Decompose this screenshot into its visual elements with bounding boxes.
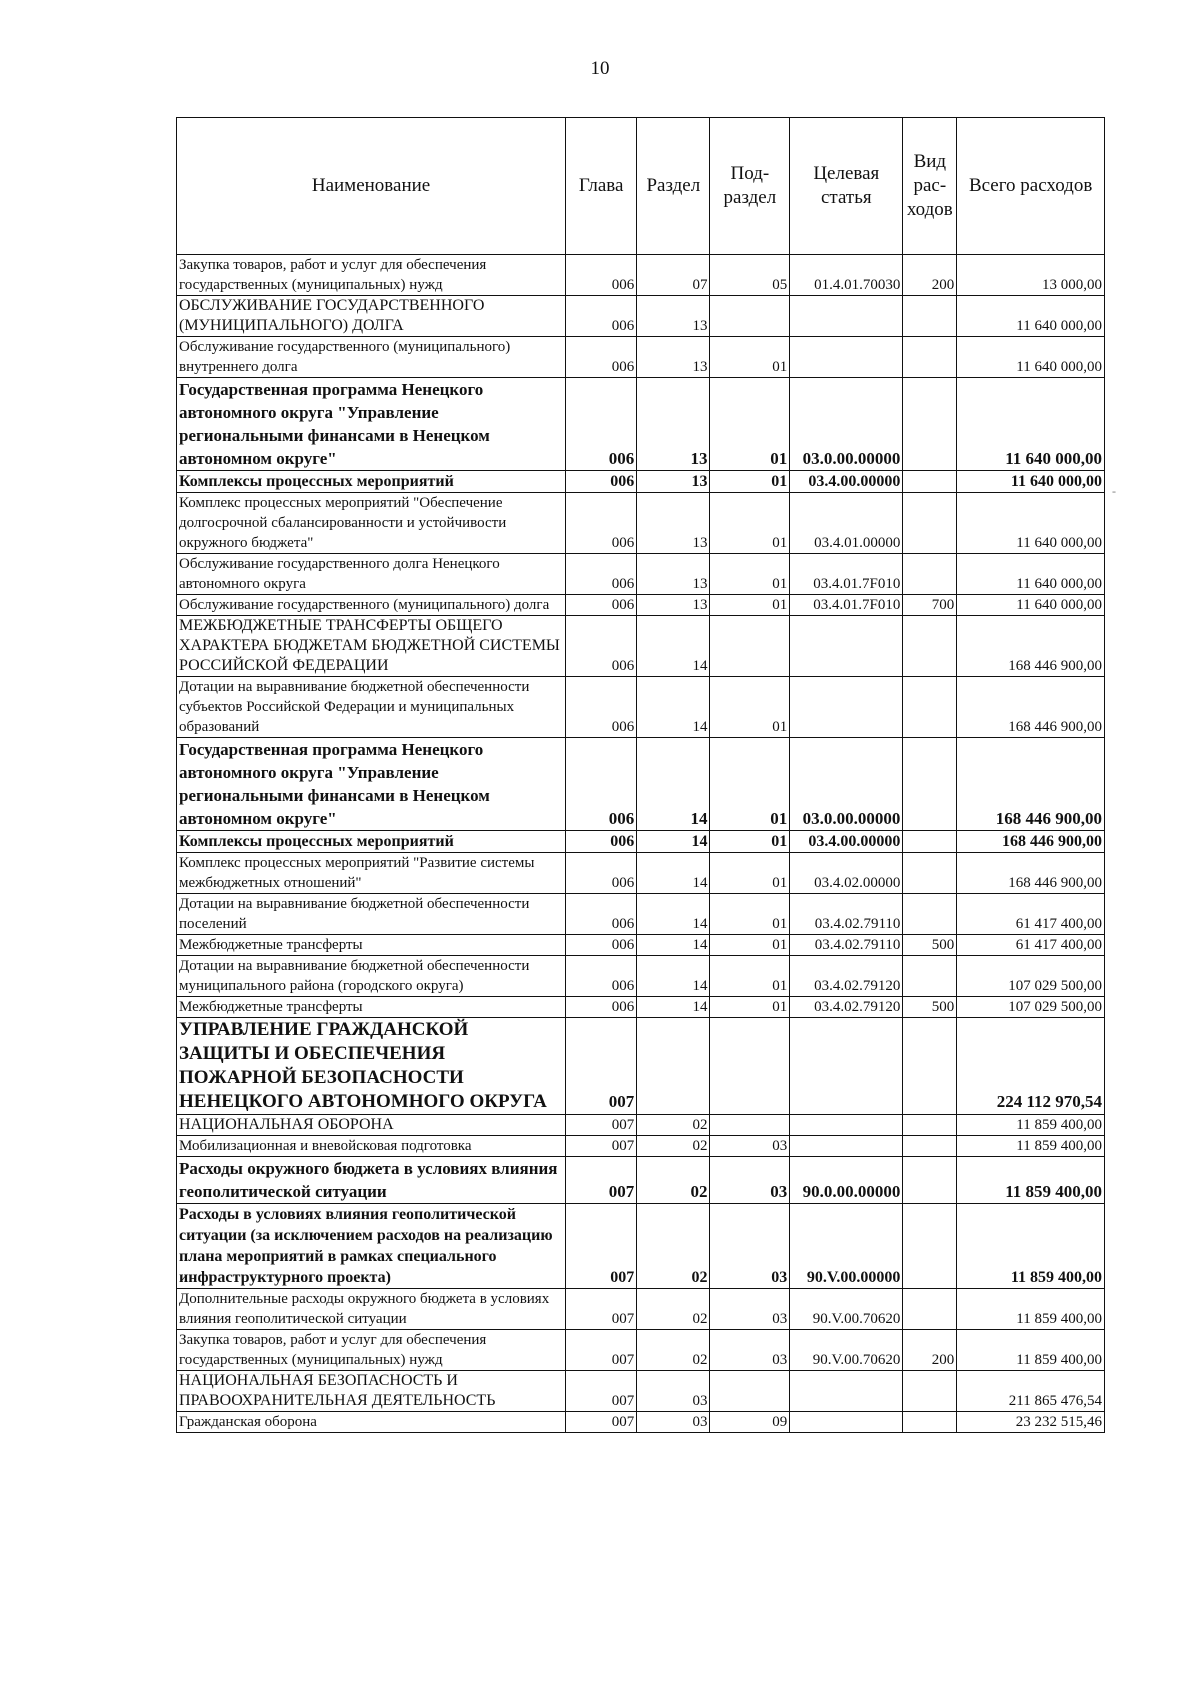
cell-section: 13 [637,471,710,493]
cell-total: 61 417 400,00 [957,935,1105,956]
cell-name: МЕЖБЮДЖЕТНЫЕ ТРАНСФЕРТЫ ОБЩЕГО ХАРАКТЕРА БЮДЖЕТАМ БЮДЖЕТНОЙ СИСТЕМЫ РОССИЙСКОЙ ФЕДЕРАЦИИ [177,616,566,677]
cell-section: 02 [637,1289,710,1330]
cell-chapter: 006 [566,595,637,616]
cell-target [790,1018,903,1115]
cell-section: 07 [637,255,710,296]
cell-section: 13 [637,378,710,471]
cell-total: 168 446 900,00 [957,677,1105,738]
cell-total: 168 446 900,00 [957,831,1105,853]
cell-name: НАЦИОНАЛЬНАЯ БЕЗОПАСНОСТЬ И ПРАВООХРАНИТЕЛЬНАЯ ДЕЯТЕЛЬНОСТЬ [177,1371,566,1412]
cell-target [790,677,903,738]
cell-total: 107 029 500,00 [957,956,1105,997]
cell-total: 11 640 000,00 [957,378,1105,471]
cell-total: 224 112 970,54 [957,1018,1105,1115]
cell-total: 11 640 000,00 [957,471,1105,493]
cell-expense-type: 200 [903,255,957,296]
cell-chapter: 006 [566,677,637,738]
cell-chapter: 006 [566,831,637,853]
table-row [177,677,1105,738]
cell-name: Межбюджетные трансферты [177,997,566,1018]
cell-expense-type: 500 [903,935,957,956]
cell-subsection: 01 [710,677,790,738]
cell-chapter: 007 [566,1204,637,1289]
cell-section: 14 [637,935,710,956]
cell-target: 03.4.02.79110 [790,935,903,956]
table-row [177,616,1105,677]
cell-chapter: 007 [566,1157,637,1204]
cell-expense-type [903,378,957,471]
cell-section: 02 [637,1330,710,1371]
header-section: Раздел [637,118,710,255]
cell-name: ОБСЛУЖИВАНИЕ ГОСУДАРСТВЕННОГО (МУНИЦИПАЛЬНОГО) ДОЛГА [177,296,566,337]
cell-chapter: 006 [566,997,637,1018]
table-header-row [177,118,1105,255]
cell-target: 03.4.00.00000 [790,831,903,853]
cell-target [790,1412,903,1433]
page-number: 10 [590,58,610,79]
table-row [177,853,1105,894]
cell-expense-type [903,1289,957,1330]
cell-subsection: 03 [710,1330,790,1371]
cell-expense-type: 500 [903,997,957,1018]
table-row [177,1371,1105,1412]
cell-chapter: 006 [566,616,637,677]
cell-expense-type [903,1018,957,1115]
cell-total: 11 859 400,00 [957,1289,1105,1330]
table-row [177,956,1105,997]
cell-name: Обслуживание государственного (муниципального) долга [177,595,566,616]
cell-expense-type [903,1204,957,1289]
cell-target [790,1371,903,1412]
cell-subsection: 01 [710,831,790,853]
cell-expense-type [903,493,957,554]
cell-total: 11 859 400,00 [957,1136,1105,1157]
cell-expense-type: 700 [903,595,957,616]
cell-subsection: 03 [710,1204,790,1289]
header-total: Всего расходов [957,118,1105,255]
cell-subsection: 01 [710,956,790,997]
table-row [177,1289,1105,1330]
cell-section: 14 [637,738,710,831]
cell-total: 11 640 000,00 [957,337,1105,378]
cell-target [790,1136,903,1157]
cell-section: 02 [637,1115,710,1136]
cell-expense-type [903,296,957,337]
table-row [177,1330,1105,1371]
cell-target [790,296,903,337]
cell-target: 01.4.01.70030 [790,255,903,296]
cell-total: 211 865 476,54 [957,1371,1105,1412]
table-row [177,255,1105,296]
cell-section: 14 [637,956,710,997]
cell-expense-type [903,1157,957,1204]
cell-total: 23 232 515,46 [957,1412,1105,1433]
cell-name: Обслуживание государственного (муниципального) внутреннего долга [177,337,566,378]
cell-name: Комплексы процессных мероприятий [177,471,566,493]
cell-section: 14 [637,677,710,738]
cell-total: 168 446 900,00 [957,853,1105,894]
table-row [177,595,1105,616]
cell-target: 90.V.00.70620 [790,1330,903,1371]
table-row [177,337,1105,378]
cell-expense-type [903,337,957,378]
cell-name: Комплекс процессных мероприятий "Обеспечение долгосрочной сбалансированности и устойчивости окружного бюджета" [177,493,566,554]
cell-section: 13 [637,296,710,337]
cell-subsection [710,1115,790,1136]
cell-name: Закупка товаров, работ и услуг для обеспечения государственных (муниципальных) нужд [177,1330,566,1371]
table-row [177,1157,1105,1204]
cell-chapter: 007 [566,1371,637,1412]
cell-total: 11 859 400,00 [957,1204,1105,1289]
cell-subsection: 01 [710,378,790,471]
cell-section: 14 [637,853,710,894]
header-chapter: Глава [566,118,637,255]
cell-subsection: 03 [710,1136,790,1157]
cell-section: 13 [637,337,710,378]
cell-name: Государственная программа Ненецкого автономного округа "Управление региональными финансами в Ненецком автономном округе" [177,378,566,471]
table-row [177,493,1105,554]
cell-expense-type [903,894,957,935]
cell-name: Дотации на выравнивание бюджетной обеспеченности субъектов Российской Федерации и муниципальных образований [177,677,566,738]
cell-name: Дополнительные расходы окружного бюджета в условиях влияния геополитической ситуации [177,1289,566,1330]
cell-expense-type [903,1412,957,1433]
cell-expense-type [903,738,957,831]
cell-chapter: 007 [566,1115,637,1136]
cell-subsection: 01 [710,595,790,616]
cell-name: Государственная программа Ненецкого автономного округа "Управление региональными финансами в Ненецком автономном округе" [177,738,566,831]
cell-target: 03.4.01.7F010 [790,595,903,616]
cell-expense-type [903,1371,957,1412]
cell-target: 03.4.01.00000 [790,493,903,554]
table-row [177,1136,1105,1157]
cell-target [790,616,903,677]
cell-chapter: 007 [566,1412,637,1433]
cell-expense-type [903,853,957,894]
cell-target: 03.4.02.79110 [790,894,903,935]
cell-total: 168 446 900,00 [957,616,1105,677]
table-row [177,1412,1105,1433]
cell-subsection: 01 [710,738,790,831]
cell-total: 11 640 000,00 [957,595,1105,616]
cell-section [637,1018,710,1115]
cell-subsection: 09 [710,1412,790,1433]
table-row [177,296,1105,337]
cell-total: 13 000,00 [957,255,1105,296]
cell-section: 14 [637,894,710,935]
cell-section: 03 [637,1412,710,1433]
cell-name: Комплексы процессных мероприятий [177,831,566,853]
cell-subsection: 05 [710,255,790,296]
cell-subsection: 01 [710,337,790,378]
header-name: Наименование [177,118,566,255]
cell-chapter: 007 [566,1018,637,1115]
cell-expense-type: 200 [903,1330,957,1371]
cell-total: 107 029 500,00 [957,997,1105,1018]
cell-expense-type [903,956,957,997]
cell-section: 02 [637,1204,710,1289]
cell-name: Закупка товаров, работ и услуг для обеспечения государственных (муниципальных) нужд [177,255,566,296]
cell-chapter: 006 [566,493,637,554]
cell-name: Расходы окружного бюджета в условиях влияния геополитической ситуации [177,1157,566,1204]
cell-target: 03.4.02.79120 [790,956,903,997]
cell-subsection: 01 [710,997,790,1018]
cell-subsection: 01 [710,853,790,894]
cell-subsection: 01 [710,894,790,935]
cell-target [790,337,903,378]
cell-total: 168 446 900,00 [957,738,1105,831]
table-row [177,554,1105,595]
cell-target [790,1115,903,1136]
budget-table [176,117,1105,1433]
cell-section: 13 [637,595,710,616]
cell-expense-type [903,616,957,677]
cell-total: 11 859 400,00 [957,1115,1105,1136]
cell-name: Межбюджетные трансферты [177,935,566,956]
cell-total: 11 859 400,00 [957,1330,1105,1371]
cell-total: 11 640 000,00 [957,296,1105,337]
cell-chapter: 006 [566,471,637,493]
cell-target: 90.V.00.00000 [790,1204,903,1289]
cell-total: 11 640 000,00 [957,493,1105,554]
cell-chapter: 006 [566,894,637,935]
cell-target: 90.0.00.00000 [790,1157,903,1204]
cell-total: 11 859 400,00 [957,1157,1105,1204]
cell-name: НАЦИОНАЛЬНАЯ ОБОРОНА [177,1115,566,1136]
cell-chapter: 006 [566,554,637,595]
cell-subsection [710,616,790,677]
cell-subsection [710,1371,790,1412]
table-row [177,471,1105,493]
cell-target: 03.0.00.00000 [790,738,903,831]
cell-target: 03.4.02.79120 [790,997,903,1018]
cell-chapter: 006 [566,337,637,378]
cell-expense-type [903,471,957,493]
cell-target: 90.V.00.70620 [790,1289,903,1330]
cell-target: 03.4.00.00000 [790,471,903,493]
cell-target: 03.4.01.7F010 [790,554,903,595]
cell-chapter: 006 [566,296,637,337]
cell-subsection: 01 [710,935,790,956]
cell-target: 03.0.00.00000 [790,378,903,471]
cell-name: Комплекс процессных мероприятий "Развитие системы межбюджетных отношений" [177,853,566,894]
table-row [177,1204,1105,1289]
table-row [177,1018,1105,1115]
cell-total: 11 640 000,00 [957,554,1105,595]
cell-chapter: 007 [566,1330,637,1371]
cell-chapter: 006 [566,738,637,831]
table-row [177,1115,1105,1136]
cell-section: 03 [637,1371,710,1412]
cell-section: 14 [637,997,710,1018]
cell-target: 03.4.02.00000 [790,853,903,894]
cell-subsection: 01 [710,493,790,554]
cell-section: 02 [637,1136,710,1157]
table-row [177,894,1105,935]
cell-chapter: 007 [566,1289,637,1330]
cell-total: 61 417 400,00 [957,894,1105,935]
cell-name: Дотации на выравнивание бюджетной обеспеченности муниципального района (городского округа) [177,956,566,997]
cell-name: Обслуживание государственного долга Ненецкого автономного округа [177,554,566,595]
cell-expense-type [903,1136,957,1157]
cell-name: Расходы в условиях влияния геополитической ситуации (за исключением расходов на реализацию плана мероприятий в рамках специального инфраструктурного проекта) [177,1204,566,1289]
cell-section: 14 [637,616,710,677]
cell-subsection: 03 [710,1289,790,1330]
cell-chapter: 006 [566,255,637,296]
cell-chapter: 007 [566,1136,637,1157]
cell-subsection: 03 [710,1157,790,1204]
cell-chapter: 006 [566,956,637,997]
cell-name: УПРАВЛЕНИЕ ГРАЖДАНСКОЙ ЗАЩИТЫ И ОБЕСПЕЧЕНИЯ ПОЖАРНОЙ БЕЗОПАСНОСТИ НЕНЕЦКОГО АВТОНОМНОГО ОКРУГА [177,1018,566,1115]
cell-section: 02 [637,1157,710,1204]
table-row [177,935,1105,956]
table-row [177,378,1105,471]
cell-section: 13 [637,493,710,554]
cell-chapter: 006 [566,853,637,894]
cell-expense-type [903,831,957,853]
cell-expense-type [903,677,957,738]
header-target: Целевая статья [790,118,903,255]
table-row [177,738,1105,831]
cell-expense-type [903,554,957,595]
cell-name: Гражданская оборона [177,1412,566,1433]
cell-name: Мобилизационная и вневойсковая подготовка [177,1136,566,1157]
cell-subsection: 01 [710,471,790,493]
cell-section: 14 [637,831,710,853]
cell-name: Дотации на выравнивание бюджетной обеспеченности поселений [177,894,566,935]
cell-subsection [710,296,790,337]
cell-section: 13 [637,554,710,595]
cell-chapter: 006 [566,378,637,471]
scan-mark: - [1112,484,1116,498]
header-expense-type: Вид рас- ходов [903,118,957,255]
cell-chapter: 006 [566,935,637,956]
table-row [177,831,1105,853]
cell-subsection [710,1018,790,1115]
cell-expense-type [903,1115,957,1136]
table-row [177,997,1105,1018]
header-subsection: Под- раздел [710,118,790,255]
cell-subsection: 01 [710,554,790,595]
